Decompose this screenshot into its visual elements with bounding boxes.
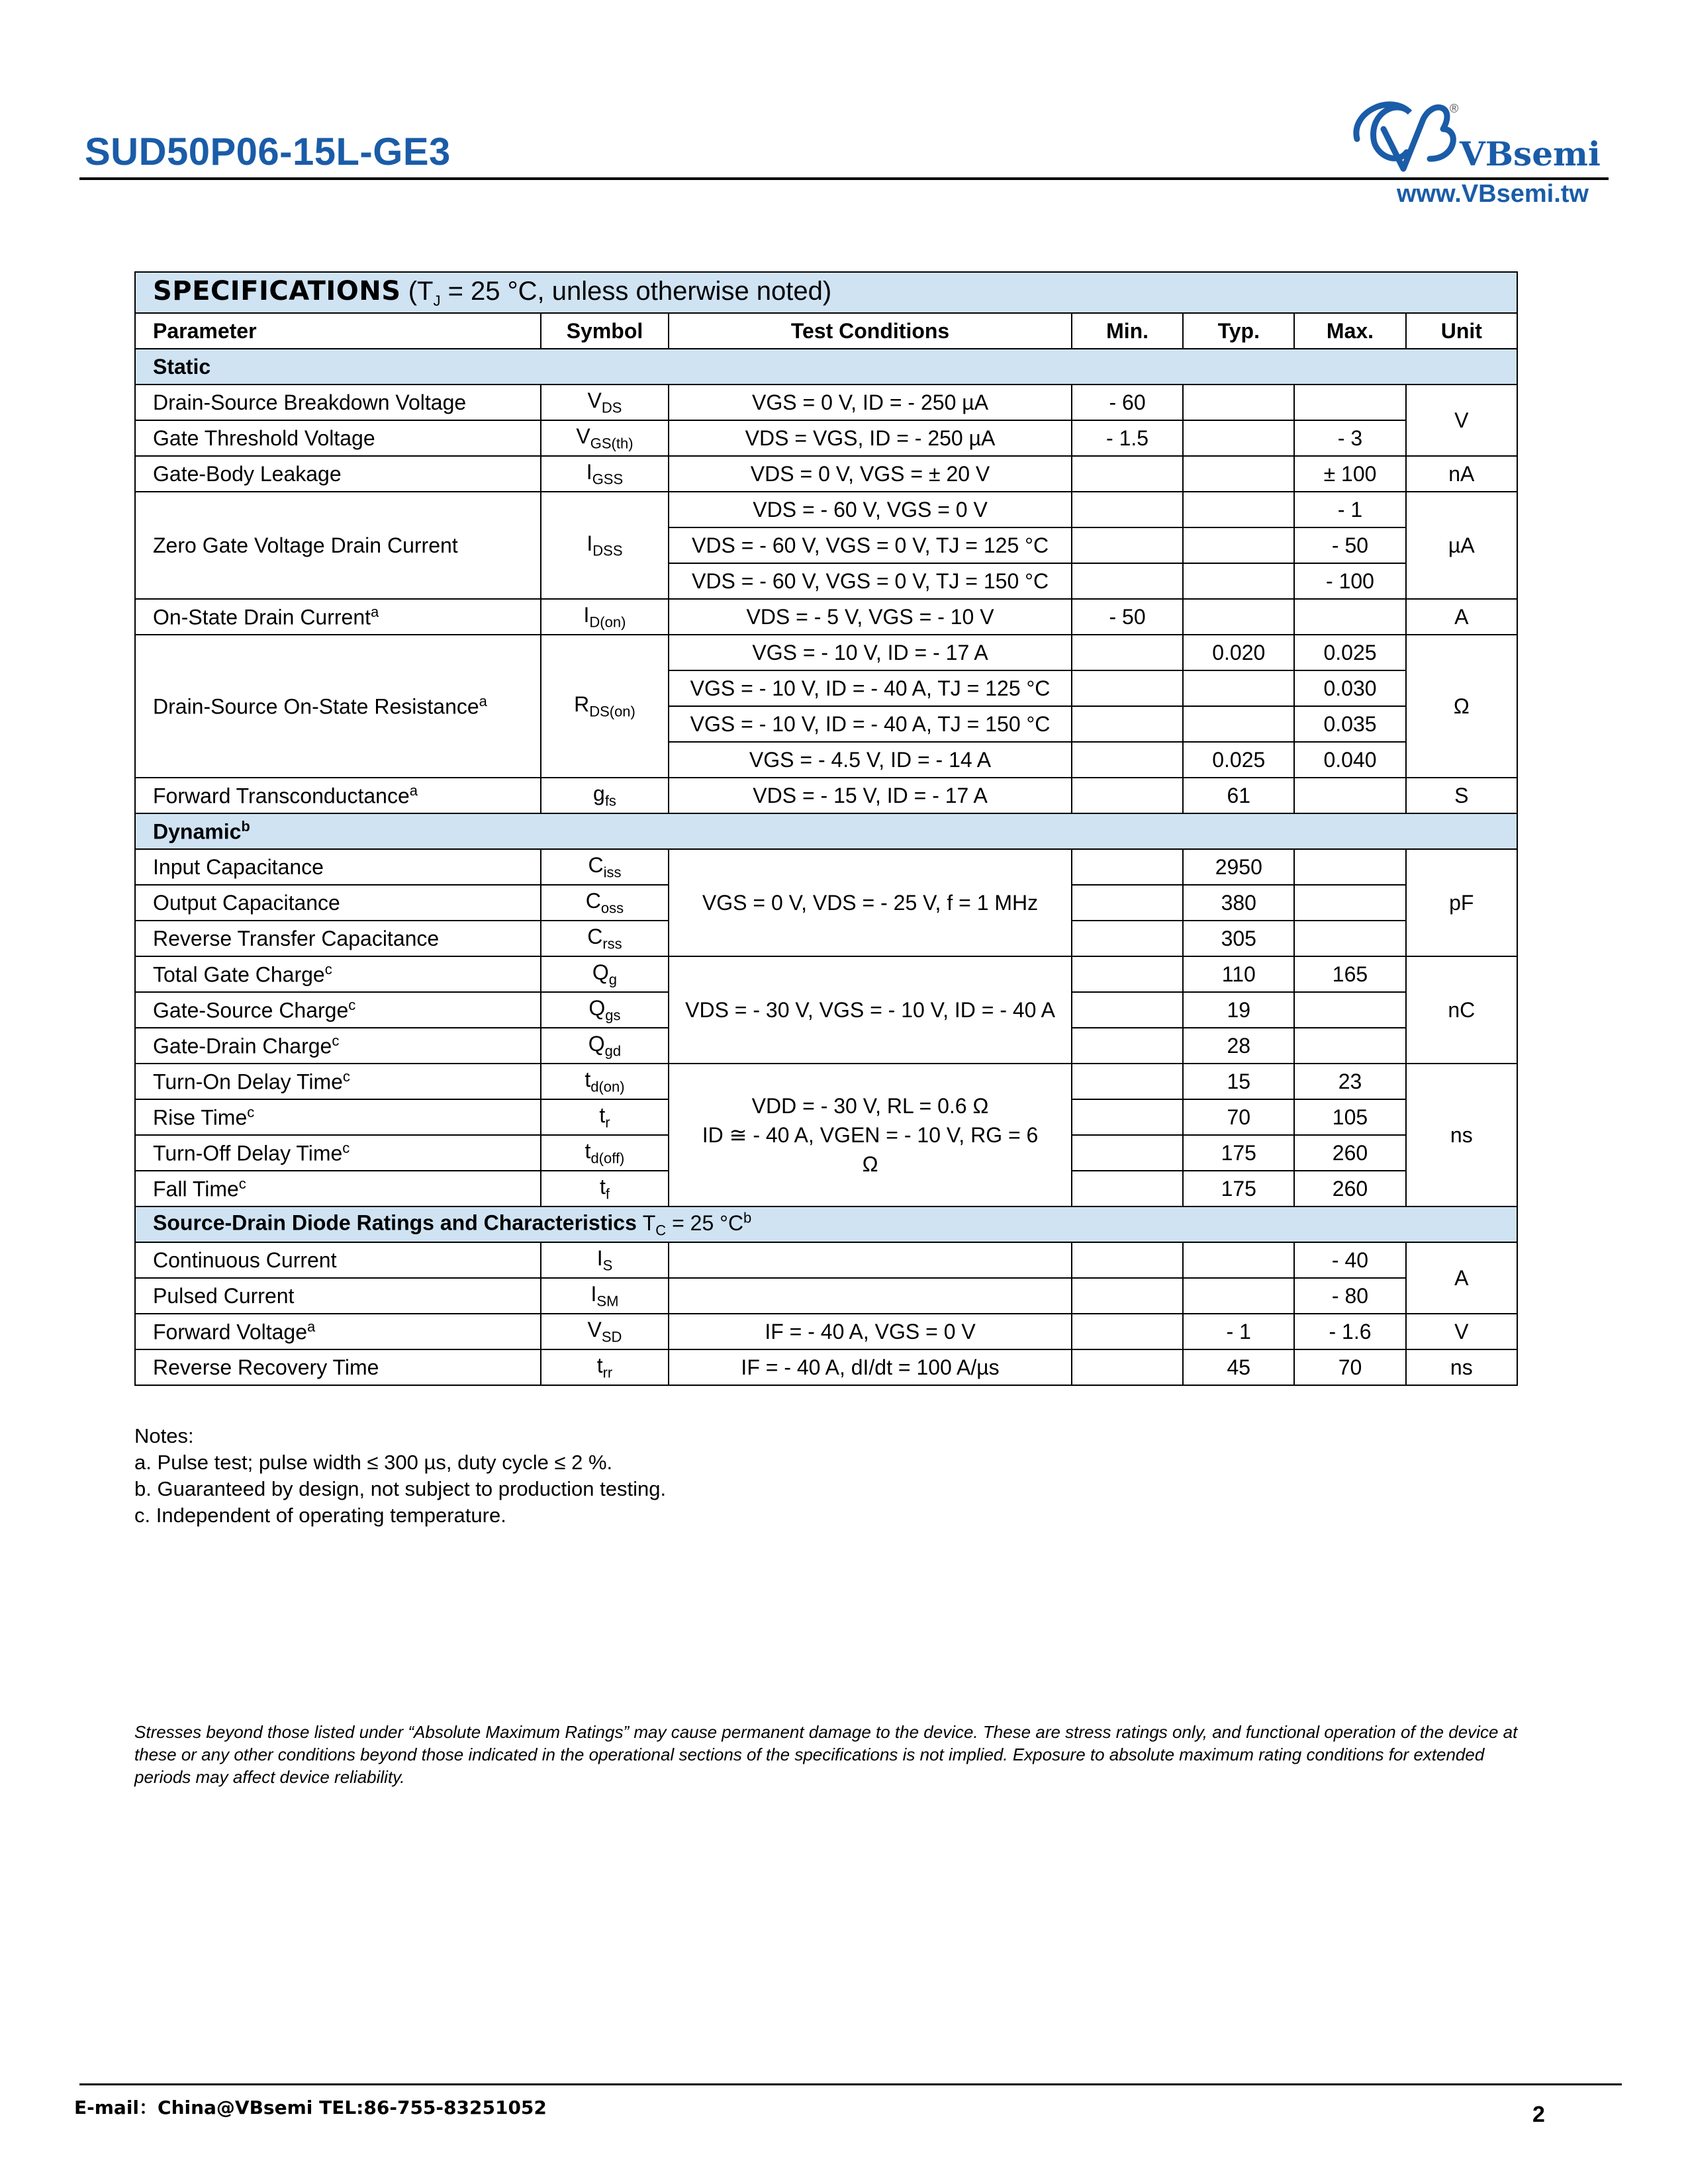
notes-heading: Notes: <box>134 1424 194 1447</box>
col-max: Max. <box>1294 313 1405 349</box>
table-row: Gate-Source Charge$^c$ $Q_{gs}$ 19 <box>135 992 1517 1028</box>
col-min: Min. <box>1072 313 1183 349</box>
table-row: Output Capacitance $C_{oss}$ 380 <box>135 885 1517 921</box>
brand-name: VBsemi <box>1460 134 1601 173</box>
website-link[interactable]: www.VBsemi.tw <box>1397 180 1589 208</box>
part-number-title: SUD50P06-15L-GE3 <box>85 130 451 173</box>
table-row: Rise Time$^c$ $t_r$ 70 105 <box>135 1099 1517 1135</box>
table-row: Gate Threshold Voltage $V_{GS(th)}$ VDS = VGS, ID = - 250 µA - 1.5 - 3 <box>135 420 1517 456</box>
table-row: Turn-Off Delay Time$^c$ $t_{d(off)}$ 175 260 <box>135 1135 1517 1171</box>
col-typ: Typ. <box>1183 313 1294 349</box>
page-number: 2 <box>1532 2102 1545 2127</box>
registered-mark: ® <box>1450 102 1459 115</box>
table-row: Forward Voltage$^a$ $V_{SD}$ IF = - 40 A, VGS = 0 V - 1 - 1.6 V <box>135 1314 1517 1349</box>
col-symbol: Symbol <box>541 313 669 349</box>
table-row: VDS = - 60 V, VGS = 0 V, TJ = 125 °C - 50 <box>135 527 1517 563</box>
table-row: VGS = - 10 V, ID = - 40 A, TJ = 125 °C 0.030 <box>135 670 1517 706</box>
table-row: VGS = - 10 V, ID = - 40 A, TJ = 150 °C 0.035 <box>135 706 1517 742</box>
table-row: On-State Drain Current$^a$ $I_{D(on)}$ VDS = - 5 V, VGS = - 10 V - 50 A <box>135 599 1517 635</box>
table-row: Drain-Source On-State Resistance$^a$ $R_{DS(on)}$ VGS = - 10 V, ID = - 17 A 0.020 0.025 Ω <box>135 635 1517 670</box>
table-row: VGS = - 4.5 V, ID = - 14 A 0.025 0.040 <box>135 742 1517 778</box>
table-row: Pulsed Current $I_{SM}$ - 80 <box>135 1278 1517 1314</box>
table-header-row <box>135 313 1517 349</box>
note-b: b. Guaranteed by design, not subject to production testing. <box>134 1477 667 1500</box>
table-row: Gate-Drain Charge$^c$ $Q_{gd}$ 28 <box>135 1028 1517 1064</box>
vbsemi-logo <box>1344 93 1609 179</box>
table-row: Reverse Recovery Time $t_{rr}$ IF = - 40 A, dI/dt = 100 A/µs 45 70 ns <box>135 1349 1517 1385</box>
table-row: Forward Transconductance$^a$ $g_{fs}$ VDS = - 15 V, ID = - 17 A 61 S <box>135 778 1517 813</box>
table-row: Input Capacitance $C_{iss}$ VGS = 0 V, VDS = - 25 V, f = 1 MHz 2950 pF <box>135 849 1517 885</box>
table-row: Fall Time$^c$ $t_f$ 175 260 <box>135 1171 1517 1206</box>
note-c: c. Independent of operating temperature. <box>134 1504 506 1527</box>
switching-conditions: VDD = - 30 V, RL = 0.6 Ω ID ≅ - 40 A, VGEN = - 10 V, RG = 6 Ω <box>669 1064 1072 1206</box>
specifications-table <box>134 271 1518 1386</box>
note-a: a. Pulse test; pulse width ≤ 300 µs, duty cycle ≤ 2 %. <box>134 1451 613 1474</box>
col-unit: Unit <box>1406 313 1517 349</box>
footer-contact: E-mail：China@VBsemi TEL:86-755-83251052 <box>74 2097 547 2118</box>
section-static: Static <box>135 349 1517 385</box>
table-row: Gate-Body Leakage $I_{GSS}$ VDS = 0 V, VGS = ± 20 V ± 100 nA <box>135 456 1517 492</box>
table-row: Zero Gate Voltage Drain Current $I_{DSS}$ VDS = - 60 V, VGS = 0 V - 1 µA <box>135 492 1517 527</box>
vbsemi-logo-icon <box>1344 93 1609 179</box>
table-row: Drain-Source Breakdown Voltage $V_{DS}$ VGS = 0 V, ID = - 250 µA - 60 V <box>135 385 1517 420</box>
notes <box>134 1423 666 1529</box>
col-test-conditions: Test Conditions <box>669 313 1072 349</box>
table-row: Continuous Current $I_S$ - 40 A <box>135 1242 1517 1278</box>
table-row: Turn-On Delay Time$^c$ $t_{d(on)}$ VDD = - 30 V, RL = 0.6 Ω ID ≅ - 40 A, VGEN = - 10 V, RG = 6 Ω 15 23 ns <box>135 1064 1517 1099</box>
table-title: SPECIFICATIONS ($T_J = 25$ °C, unless otherwise noted) <box>135 272 1517 313</box>
footer-rule <box>79 2083 1622 2085</box>
table-row: Total Gate Charge$^c$ $Q_g$ VDS = - 30 V, VGS = - 10 V, ID = - 40 A 110 165 nC <box>135 956 1517 992</box>
disclaimer: Stresses beyond those listed under “Absolute Maximum Ratings” may cause permanent damage to the device. These are stress ratings only, and functional operation of the device at these or any other conditions beyond those indicated in the operational sections of the specifications is not implied. Exposure to absolute maximum rating conditions for extended periods may affect device reliability. <box>134 1722 1518 1787</box>
section-dynamic: Dynamic$^b$ <box>135 813 1517 849</box>
table-row: VDS = - 60 V, VGS = 0 V, TJ = 150 °C - 100 <box>135 563 1517 599</box>
col-parameter: Parameter <box>135 313 541 349</box>
table-row: Reverse Transfer Capacitance $C_{rss}$ 305 <box>135 921 1517 956</box>
section-diode: Source-Drain Diode Ratings and Characteristics $T_C = 25$ $^\circ C^b$ <box>135 1206 1517 1242</box>
